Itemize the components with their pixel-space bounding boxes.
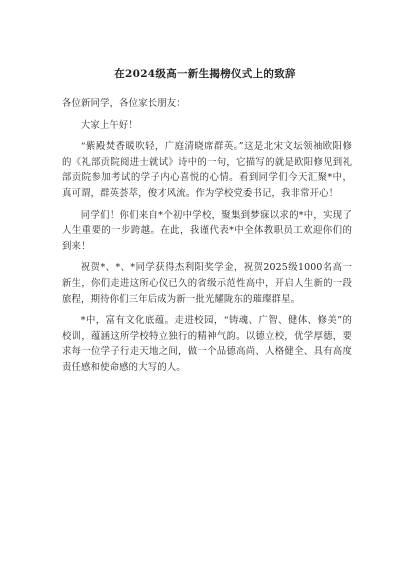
greeting: 大家上午好！ bbox=[80, 119, 138, 131]
paragraph: *中，富有文化底蕴。走进校园，“铸魂、广智、健体、修美”的校训，蕴涵这所学校特立独行的精神气韵。以德立校，优学厚德，要求每一位学子行走天地之间，做一个品德高尚、人格健全、具有高度责任感和使命感的大写的人。 bbox=[62, 315, 352, 373]
document-body bbox=[62, 96, 352, 376]
paragraph: 同学们！你们来自*个初中学校，聚集到梦寐以求的*中，实现了人生重要的一步跨越。在此，我谨代表*中全体教职员工欢迎你们的到来！ bbox=[62, 209, 352, 252]
salutation: 各位新同学，各位家长朋友： bbox=[62, 98, 186, 109]
paragraph: 祝贺*、*、*同学获得杰利阳奖学金，祝贺2025级1000名高一新生，你们走进这所心仪已久的省级示范性高中，开启人生新的一段旅程，期待你们三年后成为新一批光耀陇东的璀璨群星。 bbox=[62, 262, 352, 305]
paragraph: “紫殿焚香暖吹轻，广庭清晓席群英。”这是北宋文坛领袖欧阳修的《礼部贡院阅进士就试》诗中的一句，它描写的就是欧阳修见到礼部贡院参加考试的学子内心喜悦的心情。看到同学们今天汇聚*中，真可谓，群英荟萃，俊才风流。作为学校党委书记，我非常开心！ bbox=[62, 141, 352, 199]
document-title: 在2024级高一新生揭榜仪式上的致辞 bbox=[114, 68, 296, 80]
